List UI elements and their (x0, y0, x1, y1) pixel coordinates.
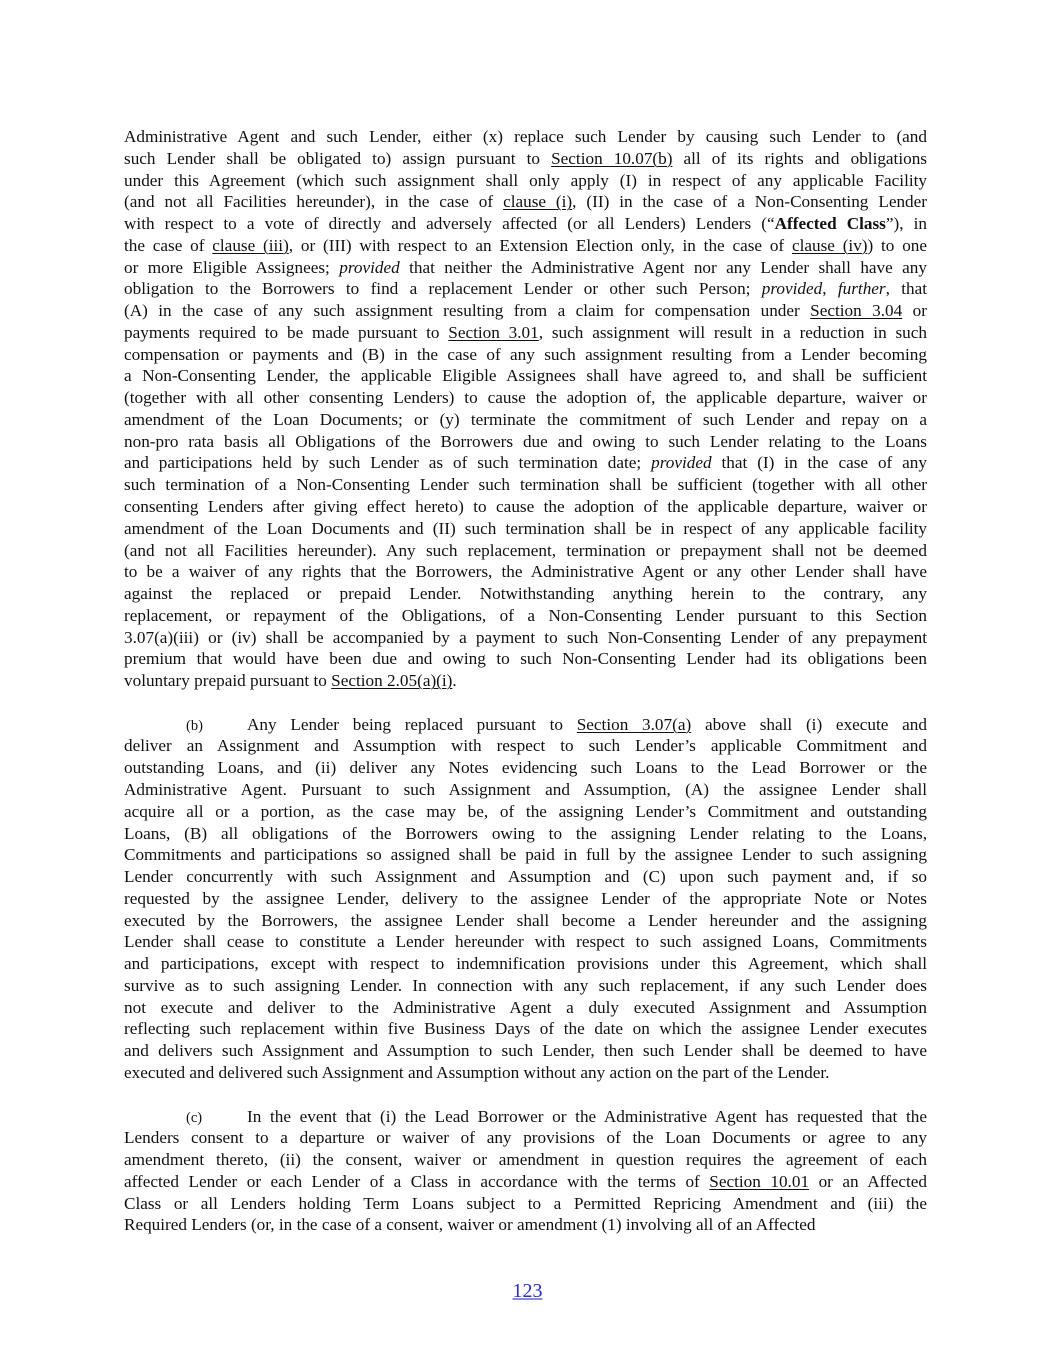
text-line: requested by the assignee Lender, delivery to the assignee Lender of the appropriate Note or Notes (124, 888, 927, 908)
text-line: Lender concurrently with such Assignment and Assumption and (C) upon such payment and, if so (124, 867, 927, 887)
text-line: or more Eligible Assignees; provided that neither the Administrative Agent nor any Lender shall have any (124, 257, 927, 277)
text-line: obligation to the Borrowers to find a replacement Lender or other such Person; provided, further, that (124, 279, 927, 299)
text-line: Required Lenders (or, in the case of a consent, waiver or amendment (1) involving all of an Affected (124, 1215, 816, 1235)
text-line: the case of clause (iii), or (III) with respect to an Extension Election only, in the case of clause (iv)) to one (124, 235, 928, 255)
text-line: voluntary prepaid pursuant to Section 2.05(a)(i). (124, 671, 457, 691)
text-line: executed and delivered such Assignment and Assumption without any action on the part of the Lender. (124, 1062, 830, 1082)
text-line: (and not all Facilities hereunder), in the case of clause (i), (II) in the case of a Non-Consenting Lender (124, 192, 927, 212)
text-line: consenting Lenders after giving effect hereto) to cause the adoption of the applicable departure, waiver or (124, 497, 927, 517)
document-page (124, 126, 927, 1236)
text-line: amendment thereto, (ii) the consent, waiver or amendment in question requires the agreement of each (124, 1150, 927, 1170)
text-line: Class or all Lenders holding Term Loans subject to a Permitted Repricing Amendment and (iii) the (124, 1193, 927, 1213)
paragraph-marker: (b) (186, 717, 203, 734)
text-line: reflecting such replacement within five Business Days of the date on which the assignee Lender executes (124, 1019, 927, 1039)
section-reference: clause (i) (503, 192, 573, 212)
text-line: with respect to a vote of directly and adversely affected (or all Lenders) Lenders (“Affected Class”), in (124, 214, 927, 234)
paragraph-c (124, 1106, 927, 1237)
text-line: deliver an Assignment and Assumption with respect to such Lender’s applicable Commitment and (124, 736, 927, 756)
italic-term: provided (339, 257, 400, 277)
italic-term: provided (651, 453, 712, 473)
text-line: a Non-Consenting Lender, the applicable Eligible Assignees shall have agreed to, and shall be sufficient (124, 366, 927, 386)
text-line: (together with all other consenting Lenders) to cause the adoption of, the applicable departure, waiver or (124, 388, 927, 408)
text-line: 3.07(a)(iii) or (iv) shall be accompanied by a payment to such Non-Consenting Lender of any prepayment (124, 627, 927, 647)
text-line: Commitments and participations so assigned shall be paid in full by the assignee Lender to such assigning (124, 845, 927, 865)
text-line: outstanding Loans, and (ii) deliver any Notes evidencing such Loans to the Lead Borrower or the (124, 758, 927, 778)
text-line: (b) Any Lender being replaced pursuant to Section 3.07(a) above shall (i) execute and (124, 714, 927, 736)
section-reference: Section 3.07(a) (576, 714, 692, 734)
text-line: and participations, except with respect to indemnification provisions under this Agreement, which shall (124, 954, 927, 974)
text-line: such Lender shall be obligated to) assign pursuant to Section 10.07(b) all of its rights and obligations (124, 148, 927, 168)
paragraph-a-continued (124, 126, 927, 692)
text-line: not execute and deliver to the Administrative Agent a duly executed Assignment and Assumption (124, 997, 927, 1017)
text-line: Administrative Agent. Pursuant to such Assignment and Assumption, (A) the assignee Lender shall (124, 780, 927, 799)
italic-term: provided (761, 279, 823, 299)
text-line: payments required to be made pursuant to Section 3.01, such assignment will result in a reduction in such (124, 322, 927, 342)
text-line: to be a waiver of any rights that the Borrowers, the Administrative Agent or any other Lender shall have (124, 562, 927, 582)
defined-term: Affected Class (774, 214, 886, 234)
text-line: and delivers such Assignment and Assumption to such Lender, then such Lender shall be deemed to have (124, 1041, 927, 1061)
text-line: (and not all Facilities hereunder). Any such replacement, termination or prepayment shall not be deemed (124, 540, 927, 560)
paragraph-marker: (c) (186, 1109, 203, 1126)
text-line: (c) In the event that (i) the Lead Borrower or the Administrative Agent has requested that the (124, 1106, 927, 1128)
text-line: Lenders consent to a departure or waiver of any provisions of the Loan Documents or agree to any (124, 1128, 927, 1148)
section-reference: Section 10.01 (709, 1171, 810, 1191)
section-reference: Section 2.05(a)(i) (331, 671, 453, 691)
section-reference: Section 10.07(b) (551, 148, 673, 168)
text-line: premium that would have been due and owing to such Non-Consenting Lender had its obligations been (124, 649, 927, 669)
text-line: replacement, or repayment of the Obligations, of a Non-Consenting Lender pursuant to this Section (124, 605, 927, 625)
section-reference: Section 3.01 (448, 322, 539, 342)
text-line: such termination of a Non-Consenting Lender such termination shall be sufficient (together with all other (124, 475, 927, 495)
paragraph-gap (124, 1084, 927, 1106)
text-line: affected Lender or each Lender of a Class in accordance with the terms of Section 10.01 or an Affected (124, 1171, 927, 1191)
text-line: survive as to such assigning Lender. In connection with any such replacement, if any such Lender does (124, 975, 927, 995)
section-reference: Section 3.04 (810, 301, 903, 321)
italic-term: further (837, 279, 886, 299)
text-line: compensation or payments and (B) in the case of any such assignment resulting from a Lender becoming (124, 344, 927, 364)
text-line: acquire all or a portion, as the case may be, of the assigning Lender’s Commitment and outstanding (124, 801, 927, 821)
text-line: Administrative Agent and such Lender, either (x) replace such Lender by causing such Lender to (and (124, 127, 927, 146)
text-line: non-pro rata basis all Obligations of the Borrowers due and owing to such Lender relating to the Loans (124, 431, 927, 451)
text-line: amendment of the Loan Documents; or (y) terminate the commitment of such Lender and repay on a (124, 409, 927, 429)
page-number-link[interactable]: 123 (512, 1280, 543, 1302)
text-line: and participations held by such Lender as of such termination date; provided that (I) in the case of any (124, 453, 927, 473)
text-line: executed by the Borrowers, the assignee Lender shall become a Lender hereunder and the assigning (124, 910, 927, 930)
text-line: Lender shall cease to constitute a Lender hereunder with respect to such assigned Loans, Commitments (124, 932, 927, 952)
text-line: against the replaced or prepaid Lender. Notwithstanding anything herein to the contrary, any (124, 584, 927, 604)
paragraph-b (124, 714, 927, 1084)
section-reference: clause (iii) (212, 235, 289, 255)
text-line: Loans, (B) all obligations of the Borrowers owing to the assigning Lender relating to the Loans, (124, 823, 927, 843)
page-footer (0, 1280, 1055, 1303)
text-line: amendment of the Loan Documents and (II) such termination shall be in respect of any applicable facility (124, 518, 927, 538)
text-line: (A) in the case of any such assignment resulting from a claim for compensation under Section 3.04 or (124, 301, 927, 321)
paragraph-gap (124, 692, 927, 714)
section-reference: clause (iv) (791, 235, 868, 255)
text-line: under this Agreement (which such assignment shall only apply (I) in respect of any applicable Facility (124, 170, 927, 190)
